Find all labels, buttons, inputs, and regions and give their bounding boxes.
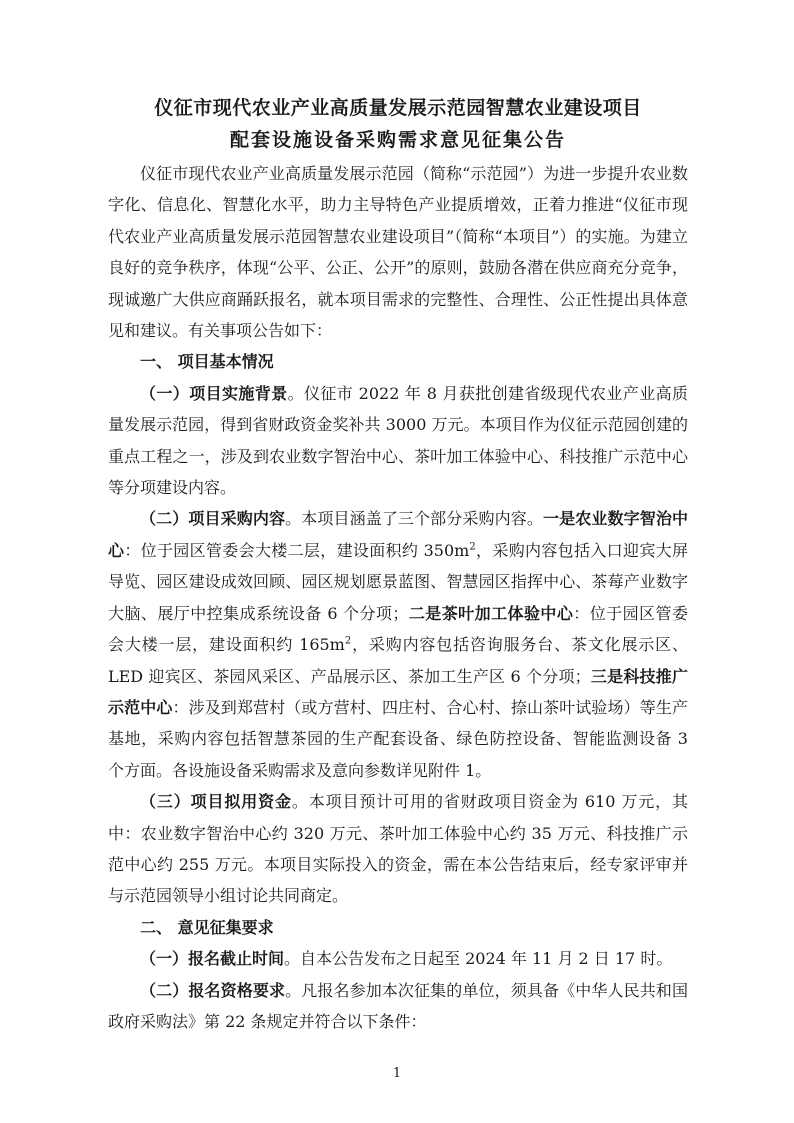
item-text: ：位于园区管委会大楼一层，建设面积约 165m: [108, 603, 688, 655]
item-text: ，采购内容包括入口迎宾大屏导览、园区建设成效回顾、园区规划愿景蓝图、智慧园区指挥中心、茶莓产业数字大脑、展厅中控集成系统设备 6 个分项；: [108, 540, 688, 623]
item-text: ：涉及到郑营村（或方营村、四庄村、合心村、捺山茶叶试验场）等生产基地，采购内容包括智慧茶园的生产配套设备、绿色防控设备、智能监测设备 3 个方面。各设施设备采购需求及意向参数详见附件 1。: [108, 697, 688, 780]
item-text: 。仪征市 2022 年 8 月获批创建省级现代农业产业高质量发展示范园，得到省财政资金奖补共 3000 万元。本项目作为仪征示范园创建的重点工程之一，涉及到农业数字智治中心、茶叶加工体验中心、科技推广示范中心等分项建设内容。: [108, 383, 688, 498]
title-line-2: 配套设施设备采购需求意见征集公告: [229, 129, 566, 151]
item-text: 。自本公告发布之日起至 2024 年 11 月 2 日 17 时。: [284, 949, 673, 969]
section-1-item-2: [108, 503, 688, 786]
item-label: （二）项目采购内容: [140, 509, 286, 529]
superscript: 2: [344, 635, 352, 647]
item-bold: 二是茶叶加工体验中心: [408, 603, 574, 623]
item-text: ：位于园区管委会大楼二层，建设面积约 350m: [124, 540, 470, 560]
superscript: 2: [469, 541, 476, 553]
item-label: （一）项目实施背景: [140, 383, 288, 403]
intro-paragraph: 仪征市现代农业产业高质量发展示范园（简称“示范园”）为进一步提升农业数字化、信息化、智慧化水平，助力主导特色产业提质增效，正着力推进“仪征市现代农业产业高质量发展示范园智慧农业建设项目”（简称“本项目”）的实施。为建立良好的竞争秩序，体现“公平、公正、公开”的原则，鼓励各潜在供应商充分竞争，现诚邀广大供应商踊跃报名，就本项目需求的完整性、合理性、公正性提出具体意见和建议。有关事项公告如下：: [108, 164, 688, 341]
item-bold: 一是农业数字智治中心: [108, 509, 688, 560]
section-1-item-3: [108, 786, 688, 912]
item-text: 。本项目预计可用的省财政项目资金为 610 万元，其中：农业数字智治中心约 320 万元、茶叶加工体验中心约 35 万元、科技推广示范中心约 255 万元。本项目实际投入的资金，需在本公告结束后，经专家评审并与示范园领导小组讨论共同商定。: [108, 792, 688, 906]
section-1-item-1: [108, 378, 688, 504]
title-line-1: 仪征市现代农业产业高质量发展示范园智慧农业建设项目: [154, 97, 642, 119]
section-1-heading: 一、 项目基本情况: [140, 352, 274, 372]
page-number: 1: [392, 1066, 402, 1081]
item-label: （一）报名截止时间: [140, 949, 285, 969]
document-page: [108, 92, 688, 1037]
item-text: 。凡报名参加本次征集的单位，须具备《中华人民共和国政府采购法》第 22 条规定并符合以下条件：: [108, 980, 688, 1031]
item-label: （二）报名资格要求: [140, 980, 286, 1000]
section-2-item-2: [108, 975, 688, 1038]
item-text: 。本项目涵盖了三个部分采购内容。: [285, 509, 544, 529]
item-label: （三）项目拟用资金: [140, 792, 292, 812]
item-bold: 三是科技推广示范中心: [108, 666, 688, 717]
item-text: ，采购内容包括咨询服务台、茶文化展示区、LED 迎宾区、茶园风采区、产品展示区、茶加工生产区 6 个分项；: [108, 635, 688, 686]
section-2-item-1: [108, 943, 688, 974]
section-2-heading: 二、 意见征集要求: [140, 917, 274, 937]
